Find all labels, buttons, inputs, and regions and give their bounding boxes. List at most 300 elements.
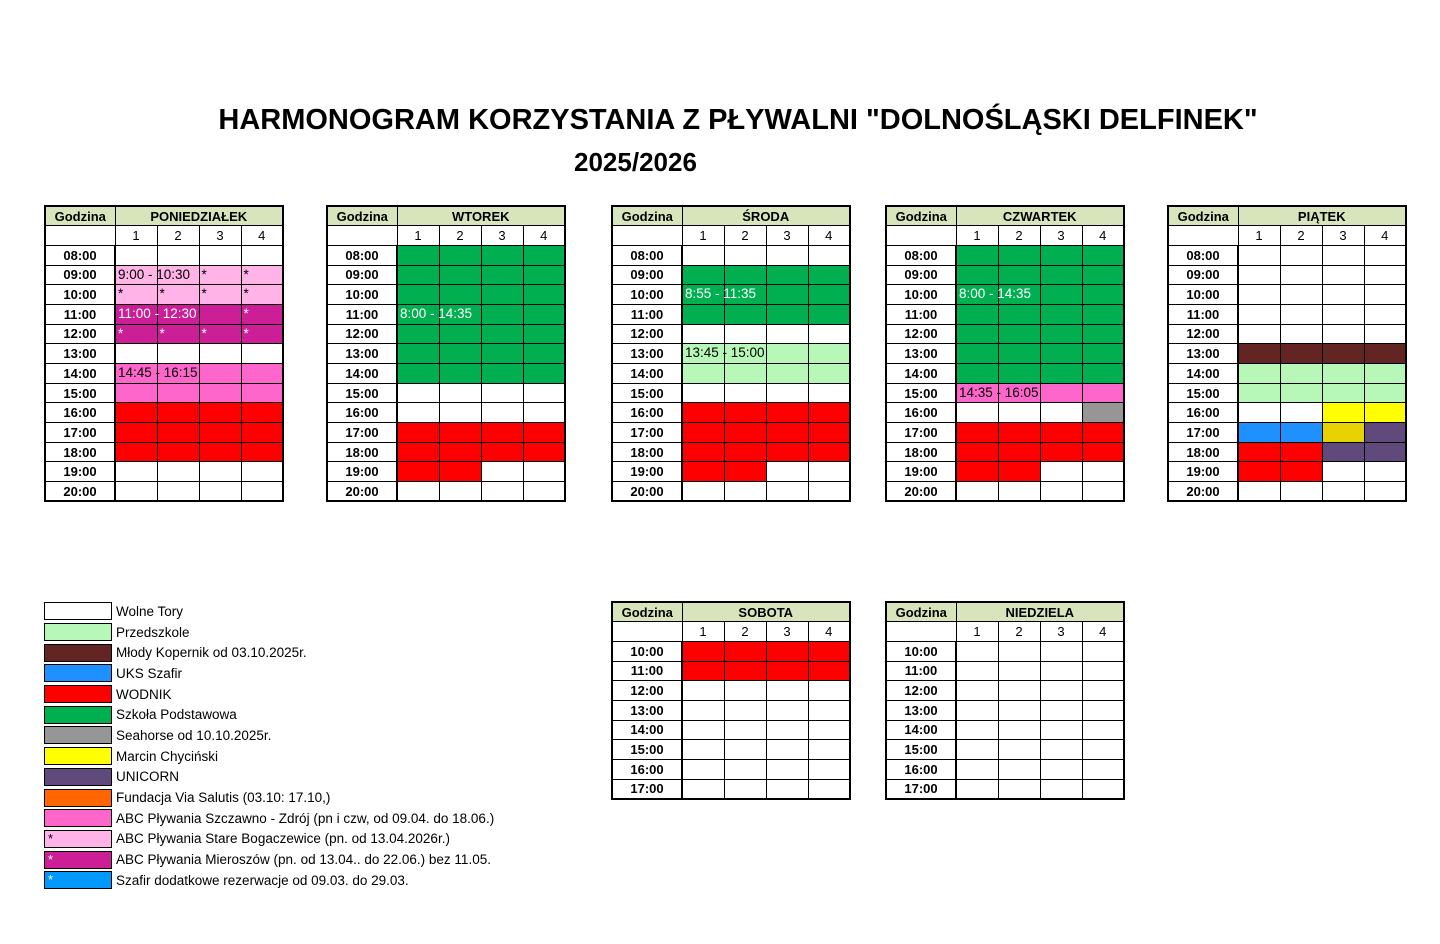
table-row [612,265,850,285]
lane-slot [956,383,1039,403]
legend-label: UNICORN [116,769,179,785]
table-row [886,344,1124,364]
lane-slot [766,740,808,760]
lane-slot [808,641,850,661]
lane-slot [682,681,724,701]
lane-slot [1040,324,1082,344]
hour-label: 14:00 [612,720,682,740]
lane-slot [1238,462,1280,482]
lane-slot [481,245,523,265]
lane-slot [956,364,998,384]
hour-label: 20:00 [886,482,956,502]
lane-slot [199,324,241,344]
lane-slot [682,740,724,760]
lane-slot [115,403,157,423]
table-row [612,779,850,799]
lane-slot [808,442,850,462]
lane-slot [956,324,998,344]
lane-slot [724,364,766,384]
lane-slot [1040,442,1082,462]
lane-number: 3 [766,226,808,246]
slot-label: * [243,325,249,341]
hour-label: 17:00 [886,779,956,799]
lane-slot [439,383,481,403]
lane-slot [1364,324,1406,344]
lane-number: 4 [1082,622,1124,642]
slot-label: * [243,305,249,321]
lane-slot [1040,700,1082,720]
lane-slot [397,423,439,443]
lane-slot [1082,304,1124,324]
lane-slot [1040,760,1082,780]
lane-slot [115,423,157,443]
table-row [886,403,1124,423]
hour-label: 20:00 [1168,482,1238,502]
lane-slot [1040,462,1082,482]
hour-label: 18:00 [327,442,397,462]
lane-slot [1322,285,1364,305]
lane-slot [157,462,199,482]
lane-slot [439,245,481,265]
schedule-table-5 [611,601,851,800]
slot-label: * [118,286,124,302]
lane-slot [1364,265,1406,285]
hour-label: 09:00 [327,265,397,285]
table-row [1168,324,1406,344]
hour-label: 13:00 [327,344,397,364]
lane-slot [157,403,199,423]
lane-slot [998,304,1040,324]
lane-slot [1040,285,1082,305]
lane-slot [766,779,808,799]
lane-slot [241,383,283,403]
hour-label: 15:00 [327,383,397,403]
legend-label: Szkoła Podstawowa [116,707,237,723]
legend-item [44,746,494,767]
lane-slot [1082,681,1124,701]
lane-slot [1040,423,1082,443]
lane-slot [1280,403,1322,423]
lane-slot [1082,403,1124,423]
legend-item [44,808,494,829]
lane-slot [439,423,481,443]
lane-slot [998,700,1040,720]
table-row [612,285,850,305]
table-row [45,423,283,443]
lane-slot [1238,245,1280,265]
table-row [886,700,1124,720]
lane-slot [157,482,199,502]
lane-slot [397,265,439,285]
lane-slot [199,462,241,482]
table-row [612,681,850,701]
table-row [327,304,565,324]
lane-number: 3 [1322,226,1364,246]
lane-slot [199,383,241,403]
hour-label: 09:00 [45,265,115,285]
legend-swatch [44,602,112,620]
lane-slot [956,304,998,324]
lane-slot [241,423,283,443]
lane-slot [523,423,565,443]
lane-slot [1322,324,1364,344]
lane-slot [1082,779,1124,799]
schedule-table-2 [611,205,851,502]
hour-label: 16:00 [612,403,682,423]
table-row [45,364,283,384]
lane-slot [1238,442,1280,462]
lane-slot [1280,265,1322,285]
lane-number: 3 [1040,622,1082,642]
lane-slot [439,364,481,384]
hour-label: 11:00 [327,304,397,324]
lane-slot [724,641,766,661]
lane-slot [397,364,439,384]
hour-label: 11:00 [612,304,682,324]
table-row [886,423,1124,443]
lane-slot [157,324,199,344]
hour-label: 13:00 [886,700,956,720]
slot-label: * [201,286,207,302]
hour-label: 17:00 [612,423,682,443]
lane-slot [682,364,724,384]
lane-slot [766,245,808,265]
hour-label: 08:00 [612,245,682,265]
table-row [886,304,1124,324]
lane-slot [682,285,757,305]
lane-slot [724,265,766,285]
lane-slot [439,344,481,364]
table-row [886,681,1124,701]
hour-label: 10:00 [886,641,956,661]
table-row [327,482,565,502]
legend-swatch: * [44,871,112,889]
legend-swatch [44,726,112,744]
hour-label: 08:00 [327,245,397,265]
lane-slot [956,681,998,701]
lane-slot [1364,482,1406,502]
lane-number: 1 [956,226,998,246]
lane-slot [1040,383,1082,403]
slot-label: * [243,286,249,302]
lane-slot [766,324,808,344]
lane-slot [397,403,439,423]
lane-slot [523,324,565,344]
schedule-table-6 [885,601,1125,800]
lane-slot [481,364,523,384]
lane-slot [956,700,998,720]
empty-cell [886,622,956,642]
lane-number: 4 [808,622,850,642]
lane-slot [682,760,724,780]
lane-slot [724,700,766,720]
lane-number: 4 [1364,226,1406,246]
lane-slot [199,482,241,502]
table-row [327,383,565,403]
table-row [612,700,850,720]
hour-label: 09:00 [1168,265,1238,285]
lane-number: 1 [115,226,157,246]
lane-slot [998,344,1040,364]
lane-number: 2 [724,622,766,642]
lane-slot [1082,740,1124,760]
lane-slot [439,442,481,462]
lane-slot [1040,482,1082,502]
lane-slot [241,304,283,324]
slot-label: 14:35 - 16:05 [959,384,1039,400]
lane-slot [1364,245,1406,265]
lane-slot [1082,641,1124,661]
lane-slot [397,383,439,403]
hour-label: 16:00 [327,403,397,423]
lane-slot [397,482,439,502]
hour-label: 18:00 [612,442,682,462]
lane-slot [766,720,808,740]
hour-column-header: Godzina [45,206,115,226]
legend-item [44,767,494,788]
legend-label: Seahorse od 10.10.2025r. [116,727,272,743]
table-row [612,245,850,265]
lane-slot [1322,265,1364,285]
hour-label: 16:00 [1168,403,1238,423]
lane-slot [1040,403,1082,423]
page-title: HARMONOGRAM KORZYSTANIA Z PŁYWALNI "DOLNOŚLĄSKI DELFINEK" [218,104,1258,136]
lane-slot [523,245,565,265]
lane-slot [1082,324,1124,344]
table-row [886,265,1124,285]
hour-label: 12:00 [886,681,956,701]
lane-slot [1322,383,1364,403]
table-row [45,462,283,482]
lane-slot [1238,403,1280,423]
table-row [45,383,283,403]
lane-slot [1322,482,1364,502]
lane-slot [481,285,523,305]
slot-label: 8:55 - 11:35 [685,286,757,302]
hour-label: 12:00 [886,324,956,344]
lane-slot [1238,423,1280,443]
hour-label: 11:00 [45,304,115,324]
lane-slot [808,462,850,482]
lane-slot [115,304,197,324]
lane-slot [956,661,998,681]
lane-slot [766,442,808,462]
lane-slot [998,779,1040,799]
legend-swatch [44,768,112,786]
hour-label: 10:00 [45,285,115,305]
lane-slot [808,423,850,443]
lane-slot [956,720,998,740]
hour-label: 15:00 [45,383,115,403]
lane-slot [682,641,724,661]
lane-number: 3 [199,226,241,246]
lane-slot [481,383,523,403]
lane-slot [1364,383,1406,403]
lane-slot [115,285,157,305]
lane-slot [157,245,199,265]
lane-slot [766,760,808,780]
hour-label: 14:00 [886,720,956,740]
lane-slot [481,462,523,482]
lane-slot [241,482,283,502]
lane-slot [439,482,481,502]
lane-slot [998,245,1040,265]
lane-slot [241,462,283,482]
lane-slot [397,324,439,344]
lane-slot [1280,482,1322,502]
lane-slot [956,462,998,482]
lane-slot [1040,265,1082,285]
table-row [327,442,565,462]
lane-number: 4 [241,226,283,246]
lane-slot [998,462,1040,482]
lane-slot [1322,442,1364,462]
legend-label: WODNIK [116,686,172,702]
lane-slot [523,462,565,482]
legend-swatch [44,685,112,703]
table-row [1168,462,1406,482]
lane-slot [808,720,850,740]
hour-label: 19:00 [886,462,956,482]
lane-slot [1364,344,1406,364]
hour-label: 10:00 [612,285,682,305]
hour-label: 13:00 [612,344,682,364]
lane-slot [157,383,199,403]
lane-slot [808,245,850,265]
lane-slot [682,265,724,285]
table-row [612,423,850,443]
hour-column-header: Godzina [612,602,682,622]
lane-slot [724,661,766,681]
lane-slot [199,403,241,423]
lane-slot [1040,779,1082,799]
lane-slot [766,423,808,443]
hour-label: 16:00 [45,403,115,423]
table-row [612,324,850,344]
empty-cell [45,226,115,246]
empty-cell [1168,226,1238,246]
lane-number: 4 [523,226,565,246]
table-row [1168,304,1406,324]
lane-slot [199,265,241,285]
lane-slot [998,364,1040,384]
hour-label: 16:00 [612,760,682,780]
table-row [886,324,1124,344]
slot-label: * [201,266,207,282]
table-row [886,740,1124,760]
lane-slot [766,641,808,661]
table-row [45,344,283,364]
hour-label: 18:00 [45,442,115,462]
lane-slot [1238,344,1280,364]
legend-item [44,642,494,663]
lane-slot [523,442,565,462]
lane-slot [1082,700,1124,720]
hour-label: 14:00 [612,364,682,384]
table-row [612,364,850,384]
lane-slot [523,265,565,285]
table-row [886,364,1124,384]
hour-column-header: Godzina [612,206,682,226]
table-row [886,245,1124,265]
hour-label: 15:00 [886,740,956,760]
table-row [612,403,850,423]
lane-slot [115,482,157,502]
hour-label: 17:00 [45,423,115,443]
lane-slot [808,760,850,780]
lane-slot [1280,423,1322,443]
hour-label: 15:00 [612,740,682,760]
schedule-table-1 [326,205,566,502]
lane-slot [956,442,998,462]
slot-label: 14:45 - 16:15 [118,365,198,380]
slot-label: * [118,325,124,341]
lane-slot [439,403,481,423]
lane-slot [766,285,808,305]
lane-slot [766,482,808,502]
lane-slot [998,720,1040,740]
lane-slot [1082,344,1124,364]
lane-slot [1322,245,1364,265]
table-row [1168,383,1406,403]
table-row [612,641,850,661]
lane-slot [998,681,1040,701]
lane-slot [766,304,808,324]
slot-label: 9:00 - 10:30 [118,266,191,282]
hour-column-header: Godzina [327,206,397,226]
lane-slot [808,661,850,681]
table-row [886,760,1124,780]
lane-slot [682,462,724,482]
legend-item [44,663,494,684]
table-row [45,285,283,305]
lane-slot [199,245,241,265]
legend-label: ABC Pływania Stare Bogaczewice (pn. od 13.04.2026r.) [116,831,450,847]
lane-slot [724,304,766,324]
lane-slot [724,681,766,701]
table-row [612,344,850,364]
table-row [886,383,1124,403]
lane-slot [1040,720,1082,740]
lane-number: 1 [682,622,724,642]
lane-slot [1322,344,1364,364]
lane-slot [115,442,157,462]
lane-slot [439,285,481,305]
lane-slot [1364,423,1406,443]
legend [44,601,494,891]
legend-label: ABC Pływania Szczawno - Zdrój (pn i czw, od 09.04. do 18.06.) [116,810,495,826]
lane-slot [956,482,998,502]
legend-swatch [44,706,112,724]
hour-label: 19:00 [327,462,397,482]
lane-slot [998,403,1040,423]
legend-swatch: * [44,851,112,869]
lane-slot [766,344,808,364]
hour-label: 13:00 [612,700,682,720]
legend-swatch [44,644,112,662]
lane-slot [115,462,157,482]
lane-slot [1238,304,1280,324]
lane-slot [808,364,850,384]
legend-swatch [44,809,112,827]
empty-cell [327,226,397,246]
legend-item [44,704,494,725]
hour-label: 14:00 [886,364,956,384]
legend-item [44,622,494,643]
lane-slot [998,482,1040,502]
lane-slot [1040,681,1082,701]
lane-slot [241,364,283,384]
